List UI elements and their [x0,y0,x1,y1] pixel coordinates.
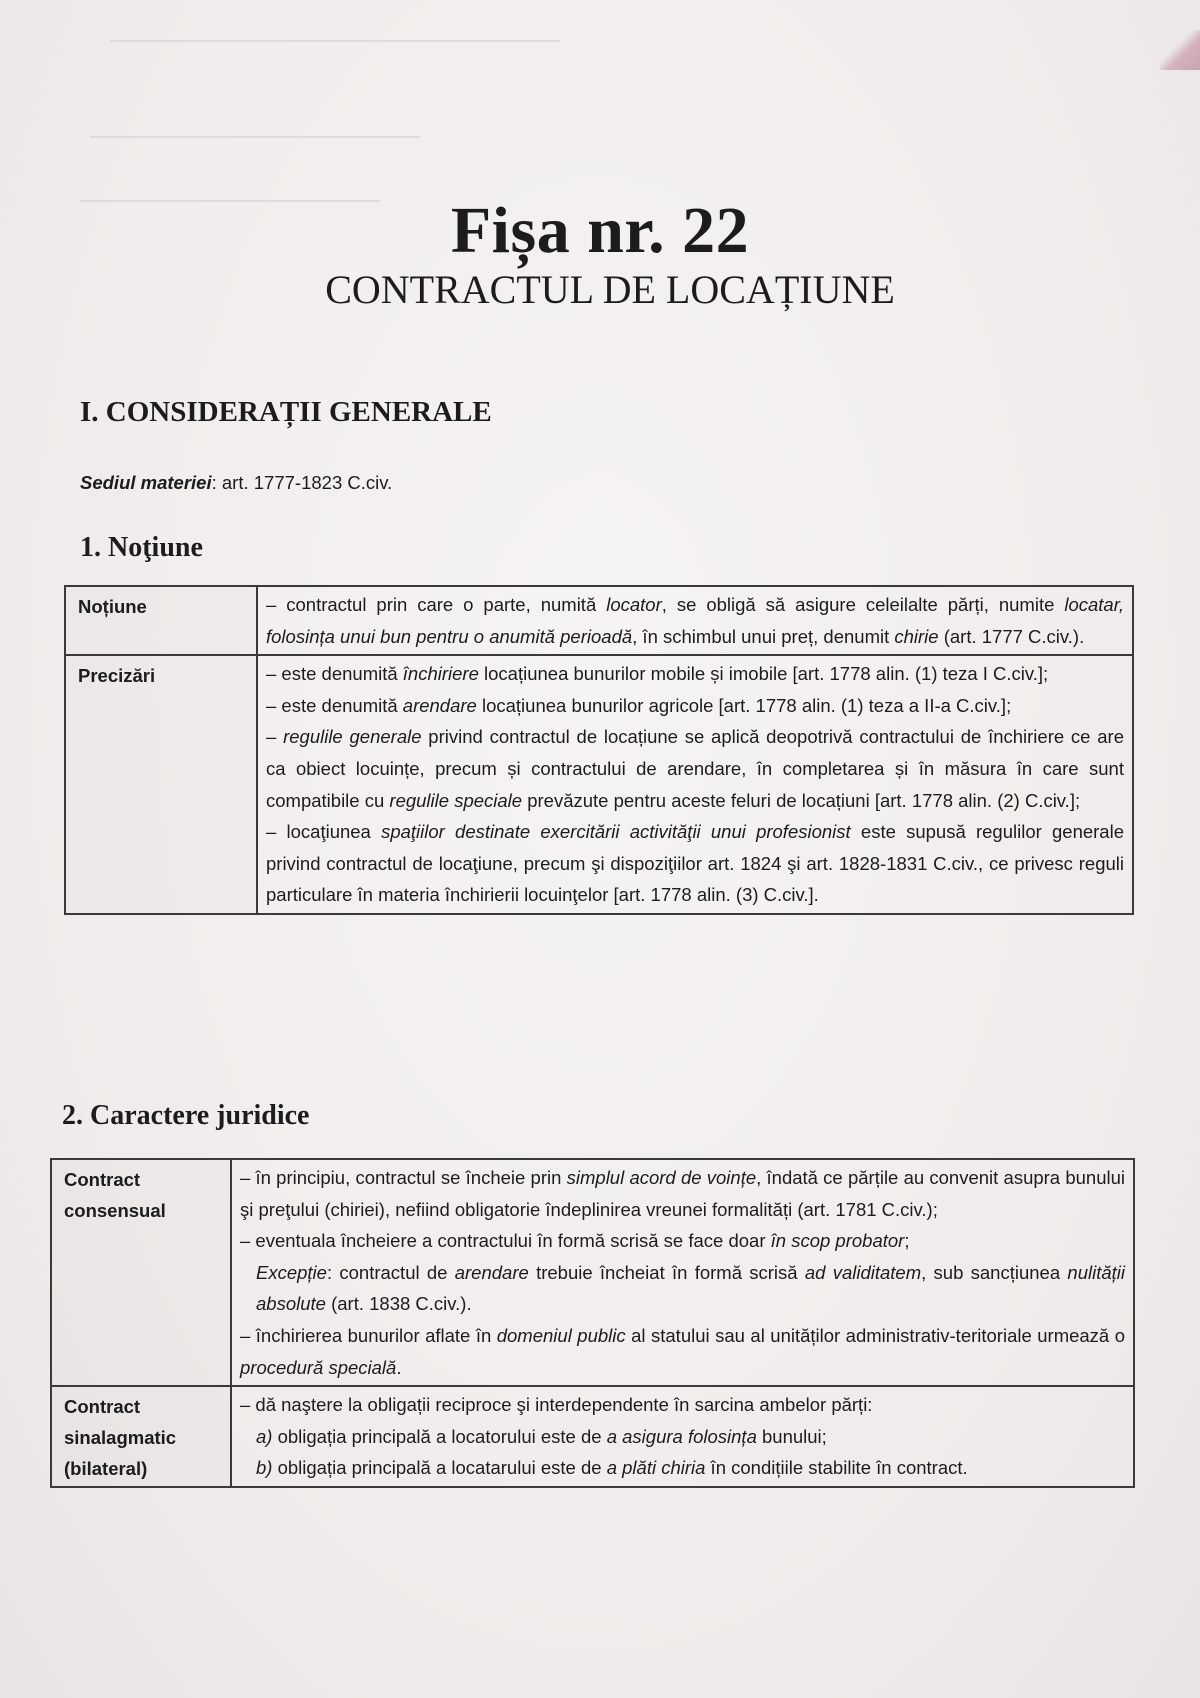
sediu-value: : art. 1777-1823 C.civ. [211,472,393,493]
row-label: Contract consensual [51,1159,231,1386]
exception-note: Excepție: contractul de arendare trebuie încheiat în formă scrisă ad validitatem, sub sancțiunea nulității absolute (art. 1838 C.civ.). [256,1261,1125,1315]
list-item: – în principiu, contractul se încheie prin simplul acord de voințe, îndată ce părțile au convenit asupra bunului şi preţului (chiriei), nefiind obligatorie îndeplinirea vreunei formalități (art. 1781 C.civ.); [240,1167,1125,1220]
notiune-table [64,585,1134,915]
row-label: Precizări [65,655,257,914]
list-item: – locaţiunea spaţiilor destinate exercitării activităţii unui profesionist este supusă regulilor generale privind contractul de locaţiune, precum şi dispoziţiilor art. 1824 şi art. 1828-1831 C.civ., ce privesc reguli particulare în materia închirierii locuinţelor [art. 1778 alin. (3) C.civ.]. [266,821,1124,906]
table-row [65,586,1133,655]
table-row [51,1386,1134,1487]
bleed-through-line [110,40,560,42]
bleed-through-line [90,136,420,138]
row-content [257,655,1133,914]
row-label: Contract sinalagmatic (bilateral) [51,1386,231,1487]
caractere-table [50,1158,1135,1488]
row-content [231,1386,1134,1487]
table-row [65,655,1133,914]
list-item: – este denumită închiriere locațiunea bunurilor mobile și imobile [art. 1778 alin. (1) teza I C.civ.]; [266,663,1049,685]
subsection-heading-caractere: 2. Caractere juridice [62,1100,310,1131]
list-item: – închirierea bunurilor aflate în domeniul public al statului sau al unităților administrativ-teritoriale urmează o procedură specială. [240,1324,1125,1378]
sediu-materiei [80,470,392,496]
page-title: Fișa nr. 22 [450,194,750,267]
list-item: b) obligația principală a locatarului este de a plăti chiria în condițiile stabilite în contract. [256,1457,968,1479]
list-item: a) obligația principală a locatorului este de a asigura folosința bunului; [256,1425,827,1447]
sediu-label: Sediul materiei [80,472,212,493]
list-item: – eventuala încheiere a contractului în formă scrisă se face doar în scop probator; [240,1230,910,1252]
page-corner-decoration [1160,30,1200,70]
section-heading: I. CONSIDERAȚII GENERALE [80,396,492,428]
row-label: Noțiune [65,586,257,655]
row-content: – contractul prin care o parte, numită locator, se obligă să asigure celeilalte părți, numite locatar, folosința unui bun pentru o anumită perioadă, în schimbul unui preț, denumit chirie (art. 1777 C.civ.). [257,586,1133,655]
subsection-heading-notiune: 1. Noţiune [80,532,203,563]
table-row [51,1159,1134,1386]
list-item: – regulile generale privind contractul de locațiune se aplică deopotrivă contractului de închiriere ce are ca obiect locuințe, precum și contractului de arendare, în completarea și în măsura în care sunt compatibile cu regulile speciale prevăzute pentru aceste feluri de locațiuni [art. 1778 alin. (2) C.civ.]; [266,726,1124,811]
list-item: – este denumită arendare locațiunea bunurilor agricole [art. 1778 alin. (1) teza a II-a C.civ.]; [266,694,1012,716]
list-item: – dă naştere la obligații reciproce şi interdependente în sarcina ambelor părți: [240,1394,873,1416]
row-content [231,1159,1134,1386]
page-subtitle: CONTRACTUL DE LOCAȚIUNE [325,267,895,312]
